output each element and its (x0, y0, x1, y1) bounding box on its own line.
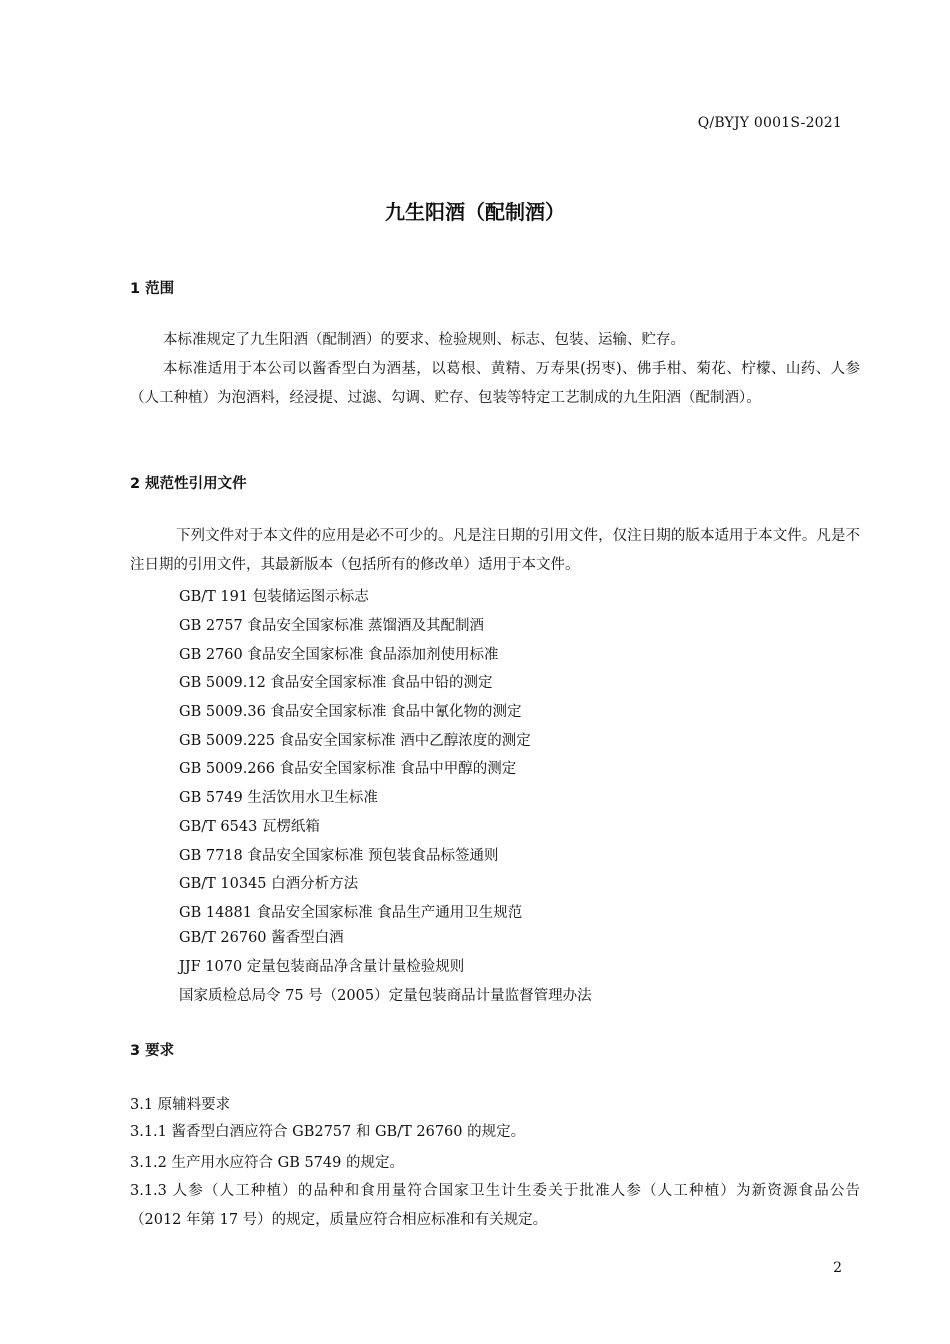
reference-item: GB 2760 食品安全国家标准 食品添加剂使用标准 (179, 647, 499, 663)
clause-3-1-2: 3.1.2 生产用水应符合 GB 5749 的规定。 (130, 1155, 404, 1171)
reference-item: GB 14881 食品安全国家标准 食品生产通用卫生规范 (179, 905, 523, 921)
reference-item: GB/T 6543 瓦楞纸箱 (179, 819, 320, 835)
page-number: 2 (833, 1260, 842, 1276)
reference-item: GB 5009.36 食品安全国家标准 食品中氰化物的测定 (179, 704, 522, 720)
document-title: 九生阳酒（配制酒） (385, 200, 565, 224)
reference-item: GB/T 191 包装储运图示标志 (179, 589, 369, 605)
clause-3-1-3: 3.1.3 人参（人工种植）的品种和食用量符合国家卫生计生委关于批准人参（人工种植）为新资源食品公告（2012 年第 17 号）的规定，质量应符合相应标准和有关规定。 (130, 1183, 860, 1228)
reference-item: GB 5749 生活饮用水卫生标准 (179, 790, 378, 806)
reference-item: GB/T 10345 白酒分析方法 (179, 876, 359, 892)
section-2-intro: 下列文件对于本文件的应用是必不可少的。凡是注日期的引用文件，仅注日期的版本适用于本文件。凡是不注日期的引用文件，其最新版本（包括所有的修改单）适用于本文件。 (130, 528, 860, 573)
reference-item: GB 2757 食品安全国家标准 蒸馏酒及其配制酒 (179, 618, 484, 634)
reference-item: GB 5009.225 食品安全国家标准 酒中乙醇浓度的测定 (179, 733, 531, 749)
clause-3-1: 3.1 原辅料要求 (130, 1097, 231, 1113)
reference-item: 国家质检总局令 75 号（2005）定量包装商品计量监督管理办法 (179, 988, 592, 1004)
clause-3-1-1: 3.1.1 酱香型白酒应符合 GB2757 和 GB/T 26760 的规定。 (130, 1124, 526, 1140)
reference-item: GB 5009.266 食品安全国家标准 食品中甲醇的测定 (179, 761, 517, 777)
section-2-heading: 2 规范性引用文件 (130, 476, 247, 492)
reference-item: GB/T 26760 酱香型白酒 (179, 930, 344, 946)
section-1-heading: 1 范围 (130, 281, 175, 297)
section-3-heading: 3 要求 (130, 1043, 175, 1059)
reference-item: GB 7718 食品安全国家标准 预包装食品标签通则 (179, 848, 499, 864)
section-1-paragraph-1: 本标准规定了九生阳酒（配制酒）的要求、检验规则、标志、包装、运输、贮存。 (163, 332, 685, 348)
reference-item: JJF 1070 定量包装商品净含量计量检验规则 (179, 959, 465, 975)
section-1-paragraph-2: 本标准适用于本公司以酱香型白为酒基，以葛根、黄精、万寿果(拐枣)、佛手柑、菊花、柠檬、山药、人参（人工种植）为泡酒料，经浸提、过滤、勾调、贮存、包装等特定工艺制成的九生阳酒（配制酒）。 (130, 361, 860, 406)
reference-item: GB 5009.12 食品安全国家标准 食品中铅的测定 (179, 675, 493, 691)
document-code: Q/BYJY 0001S-2021 (697, 115, 842, 131)
